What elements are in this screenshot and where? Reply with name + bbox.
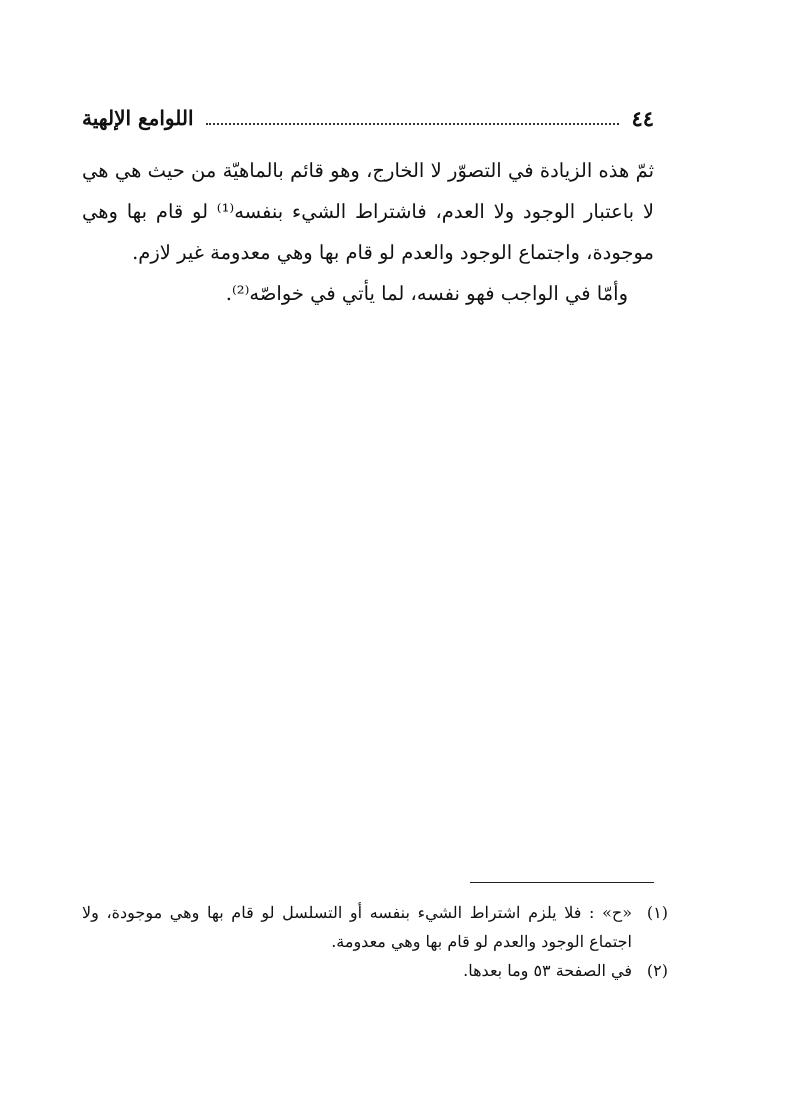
footnote-number: (١) xyxy=(646,903,668,922)
footnote-item xyxy=(82,898,668,956)
footnote-text: «ح» : فلا يلزم اشتراط الشيء بنفسه أو التسلسل لو قام بها وهي موجودة، ولا اجتماع الوجود والعدم لو قام بها وهي معدومة. xyxy=(82,903,632,951)
footnote-number: (٢) xyxy=(646,961,668,980)
footnotes xyxy=(82,898,668,985)
footnote-separator xyxy=(470,882,654,883)
dotted-leader xyxy=(206,123,620,125)
running-title: اللوامع الإلهية xyxy=(82,106,194,130)
body-paragraph: وأمّا في الواجب فهو نفسه، لما يأتي في خواصّه⁽²⁾. xyxy=(225,282,628,305)
body-paragraph: ثمّ هذه الزيادة في التصوّر لا الخارج، وهو قائم بالماهيّة من حيث هي هي لا باعتبار الوجود ولا العدم، فاشتراط الشيء بنفسه⁽¹⁾ لو قام بها وهي موجودة، واجتماع الوجود والعدم لو قام بها وهي معدومة غير لازم. xyxy=(82,159,655,264)
footnote-text: في الصفحة ٥٣ وما بعدها. xyxy=(463,961,632,980)
footnote-item xyxy=(82,956,668,985)
main-text xyxy=(82,150,654,314)
page-number: ٤٤ xyxy=(631,105,654,131)
page-header xyxy=(82,98,654,138)
